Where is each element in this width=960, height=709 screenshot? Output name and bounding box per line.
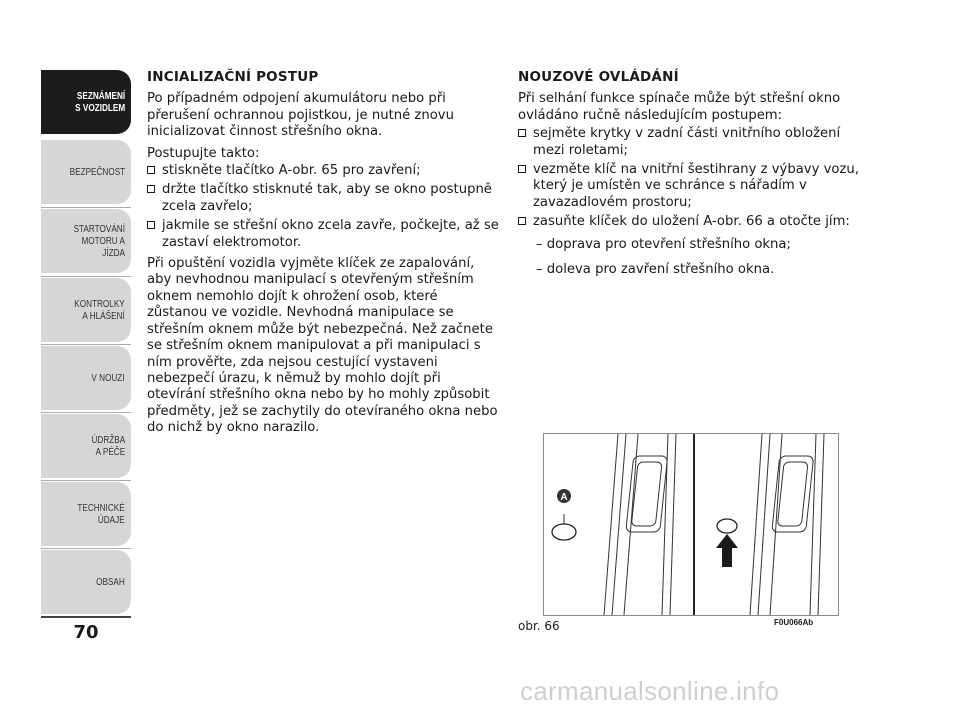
figure-66 — [543, 433, 839, 616]
tab-label: STARTOVÁNÍ MOTORU A JÍZDA — [73, 223, 125, 259]
tab-label: KONTROLKY A HLÁŠENÍ — [74, 298, 125, 322]
tab-divider — [41, 480, 131, 481]
section-heading-initialization: INCIALIZAČNÍ POSTUP — [147, 69, 319, 85]
section-heading-emergency: NOUZOVÉ OVLÁDÁNÍ — [518, 69, 679, 85]
left-column — [147, 69, 499, 442]
tab-bezpecnost[interactable] — [41, 140, 131, 204]
figure-caption: obr. 66 — [518, 619, 560, 633]
list-item: sejměte krytky v zadní části vnitřního obložení mezi roletami; — [518, 126, 870, 159]
sidebar-rule — [41, 616, 131, 618]
warning-paragraph: Při opuštění vozidla vyjměte klíček ze zapalování, aby nevhodnou manipulací s otevřeným střešním oknem nemohlo dojít k ohrožení osob, které zůstanou ve vozidle. Nevhodná manipulace se střešním oknem může být nebezpečná. Než začnete se střešním oknem manipulovat a při manipulaci s ním prověřte, zda nejsou cestující vystaveni nebezpečí úrazu, k němuž by mohlo dojít při otevírání střešního okna nebo by ho mohly způsobit předměty, jež se zachytily do otevíraného okna nebo do nichž by okno narazilo. — [147, 256, 498, 436]
callout-a-label: A — [560, 492, 568, 503]
tab-divider — [41, 548, 131, 549]
intro-paragraph: Při selhání funkce spínače může být střešní okno ovládáno ručně následujícím postupem: — [518, 91, 841, 123]
right-panel — [750, 434, 824, 615]
right-column — [518, 69, 870, 287]
list-item: stiskněte tlačítko A-obr. 65 pro zavření; — [147, 163, 499, 179]
tab-label: SEZNÁMENÍ S VOZIDLEM — [74, 90, 125, 114]
left-panel — [564, 434, 676, 615]
page-number: 70 — [73, 622, 99, 643]
initialization-steps — [147, 163, 499, 251]
intro-paragraph: Po případném odpojení akumulátoru nebo při přerušení ochrannou pojistkou, je nutné znovu inicializovat činnost střešního okna. — [147, 91, 454, 140]
emergency-steps — [518, 126, 870, 230]
list-item: jakmile se střešní okno zcela zavře, počkejte, až se zastaví elektromotor. — [147, 218, 499, 251]
tab-divider — [41, 276, 131, 277]
arrow-up-icon — [716, 534, 738, 567]
figure-illustration — [544, 434, 838, 615]
watermark: carmanualsonline.info — [520, 676, 780, 706]
tab-divider — [41, 344, 131, 345]
tab-technicke-udaje[interactable] — [41, 482, 131, 546]
list-item: – doprava pro otevření střešního okna; — [536, 236, 791, 252]
tab-divider — [41, 207, 131, 208]
figure-code: F0U066Ab — [774, 618, 814, 627]
direction-list — [518, 237, 870, 279]
tab-kontrolky-a-hlaseni[interactable] — [41, 278, 131, 342]
key-socket-icon — [552, 524, 576, 540]
tab-label: TECHNICKÉ ÚDAJE — [77, 502, 125, 526]
tab-label: V NOUZI — [91, 372, 125, 384]
list-item: vezměte klíč na vnitřní šestihrany z výbavy vozu, který je umístěn ve schránce s nářadím v zavazadlovém prostoru; — [518, 162, 870, 211]
list-item: držte tlačítko stisknuté tak, aby se okno postupně zcela zavřelo; — [147, 182, 499, 215]
list-item: zasuňte klíček do uložení A-obr. 66 a otočte jím: — [518, 214, 870, 230]
steps-intro: Postupujte takto: — [147, 145, 260, 161]
list-item: – doleva pro zavření střešního okna. — [536, 262, 775, 278]
tab-v-nouzi[interactable] — [41, 346, 131, 410]
tab-label: BEZPEČNOST — [69, 166, 125, 178]
tab-startovani-motoru[interactable] — [41, 209, 131, 273]
tab-obsah[interactable] — [41, 550, 131, 614]
tab-divider — [41, 412, 131, 413]
tab-label: ÚDRŽBA A PÉČE — [91, 434, 125, 458]
cover-cap-icon — [717, 519, 737, 533]
tab-label: OBSAH — [96, 576, 125, 588]
tab-udrzba-a-pece[interactable] — [41, 414, 131, 478]
tab-seznameni-s-vozidlem[interactable] — [41, 70, 131, 134]
